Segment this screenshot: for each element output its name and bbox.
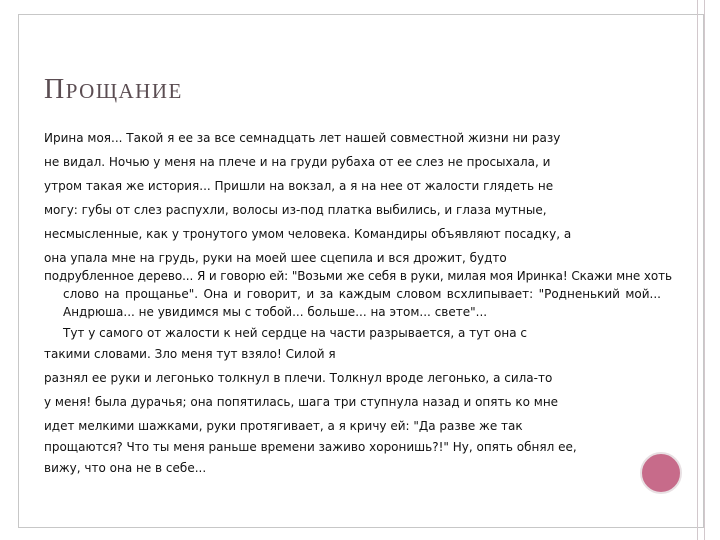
text-line: Ирина моя... Такой я ее за все семнадцать лет нашей совместной жизни ни разу — [44, 131, 561, 145]
text-line: у меня! была дурачья; она попятилась, шага три ступнула назад и опять ко мне — [44, 395, 559, 409]
decor-circle — [640, 452, 682, 494]
text-line: идет мелкими шажками, руки протягивает, а я кричу ей: "Да разве же так — [44, 419, 523, 433]
text-line: она упала мне на грудь, руки на моей шее сцепила и вся дрожит, будто — [44, 251, 507, 265]
text-line: утром такая же история... Пришли на вокзал, а я на нее от жалости глядеть не — [44, 179, 554, 193]
slide-title — [44, 74, 183, 106]
text-line: не видал. Ночью у меня на плече и на груди рубаха от ее слез не просыхала, и — [44, 155, 551, 169]
text-line: вижу, что она не в себе... — [44, 461, 207, 475]
title-rest: РОЩАНИЕ — [65, 79, 183, 103]
text-line: такими словами. Зло меня тут взяло! Силой я — [44, 347, 336, 361]
text-line: Андрюша... не увидимся мы с тобой... больше... на этом... свете"... — [63, 305, 488, 319]
text-line: подрубленное дерево... Я и говорю ей: "Возьми же себя в руки, милая моя Иринка! Скажи мне хоть — [44, 269, 672, 283]
text-line: прощаются? Что ты меня раньше времени заживо хоронишь?!" Ну, опять обнял ее, — [44, 440, 577, 454]
text-line: Тут у самого от жалости к ней сердце на части разрывается, а тут она с — [63, 326, 528, 340]
decor-line-right — [704, 0, 705, 540]
title-initial: П — [44, 74, 66, 105]
text-line: разнял ее руки и легонько толкнул в плечи. Толкнул вроде легонько, а сила-то — [44, 371, 553, 385]
decor-line-left — [697, 0, 698, 540]
text-line: несмысленные, как у тронутого умом человека. Командиры объявляют посадку, а — [44, 227, 572, 241]
text-line: могу: губы от слез распухли, волосы из-под платка выбились, и глаза мутные, — [44, 203, 547, 217]
text-line: слово на прощанье". Она и говорит, и за каждым словом всхлипывает: "Родненький мой... — [63, 287, 661, 301]
